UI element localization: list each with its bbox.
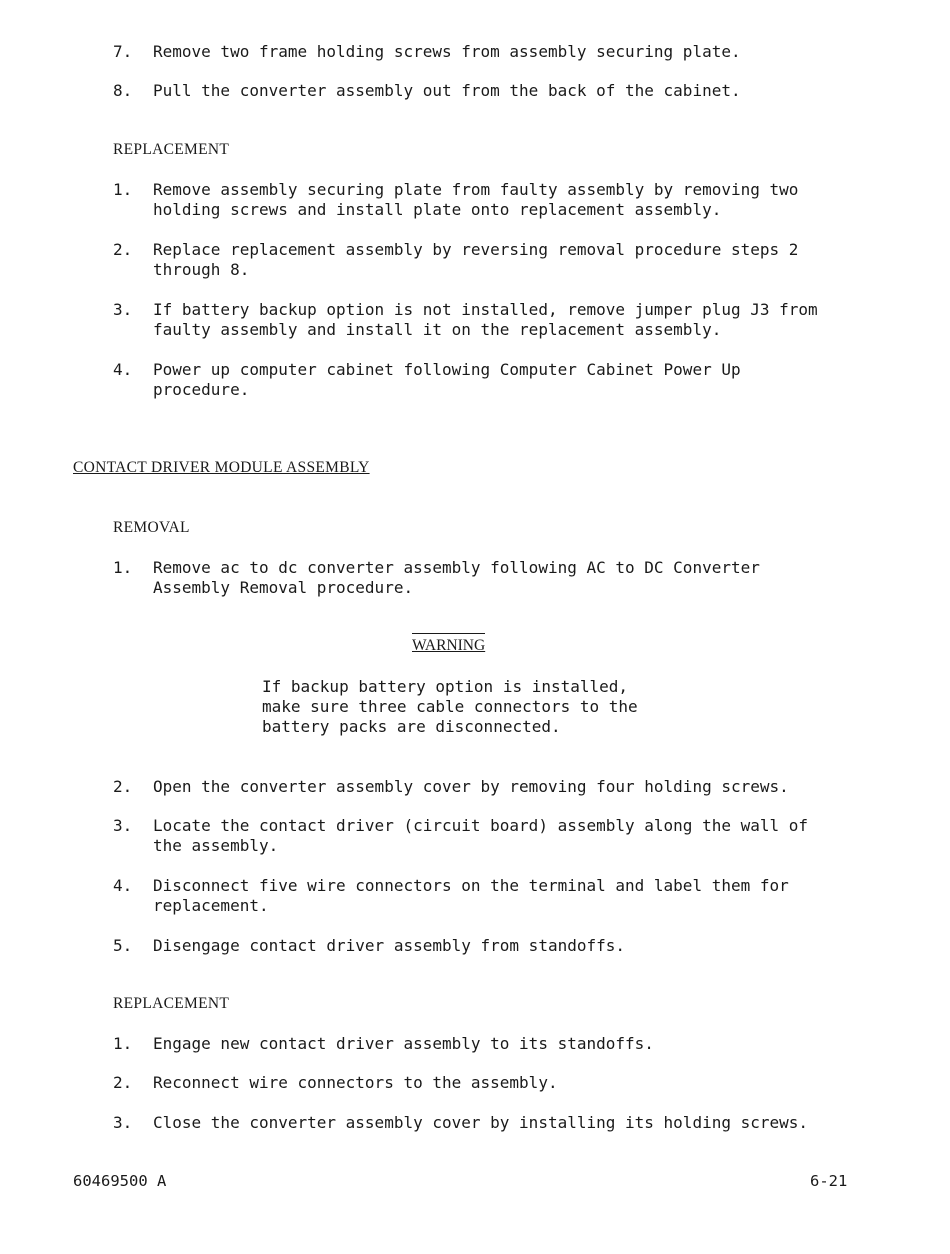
step-text: Engage new contact driver assembly to its standoffs.: [153, 1034, 654, 1053]
step-text: Remove two frame holding screws from assembly securing plate.: [153, 42, 741, 61]
step-text: Remove ac to dc converter assembly following AC to DC Converter Assembly Removal procedure.: [153, 558, 760, 597]
section-title: CONTACT DRIVER MODULE ASSEMBLY: [73, 459, 370, 476]
step-text: Reconnect wire connectors to the assembly.: [153, 1073, 558, 1092]
replacement-heading: REPLACEMENT: [113, 141, 230, 158]
document-number: 60469500 A: [73, 1172, 167, 1190]
warning-title: WARNING: [412, 633, 485, 655]
step-text: Disconnect five wire connectors on the terminal and label them for replacement.: [153, 876, 789, 915]
step-text: Open the converter assembly cover by removing four holding screws.: [153, 777, 789, 796]
step-number: 2.: [113, 777, 133, 796]
warning-body: If backup battery option is installed, make sure three cable connectors to the battery packs are disconnected.: [262, 677, 638, 736]
step-number: 2.: [113, 240, 133, 259]
step-number: 8.: [113, 81, 133, 100]
replacement-heading: REPLACEMENT: [113, 995, 230, 1012]
step-text: Close the converter assembly cover by installing its holding screws.: [153, 1113, 809, 1132]
step-number: 3.: [113, 816, 133, 835]
removal-heading: REMOVAL: [113, 519, 190, 536]
step-number: 1.: [113, 1034, 133, 1053]
step-text: Pull the converter assembly out from the back of the cabinet.: [153, 81, 741, 100]
step-number: 2.: [113, 1073, 133, 1092]
step-number: 4.: [113, 360, 133, 379]
step-text: Replace replacement assembly by reversing removal procedure steps 2 through 8.: [153, 240, 799, 279]
step-text: Remove assembly securing plate from faulty assembly by removing two holding screws and install plate onto replacement assembly.: [153, 180, 799, 219]
step-number: 7.: [113, 42, 133, 61]
step-number: 3.: [113, 300, 133, 319]
step-number: 1.: [113, 558, 133, 577]
step-text: Power up computer cabinet following Computer Cabinet Power Up procedure.: [153, 360, 741, 399]
step-text: Disengage contact driver assembly from standoffs.: [153, 936, 626, 955]
step-number: 5.: [113, 936, 133, 955]
step-text: Locate the contact driver (circuit board) assembly along the wall of the assembly.: [153, 816, 809, 855]
step-number: 3.: [113, 1113, 133, 1132]
step-text: If battery backup option is not installed, remove jumper plug J3 from faulty assembly and install it on the replacement assembly.: [153, 300, 818, 339]
page-number: 6-21: [810, 1172, 848, 1190]
step-number: 1.: [113, 180, 133, 199]
step-number: 4.: [113, 876, 133, 895]
